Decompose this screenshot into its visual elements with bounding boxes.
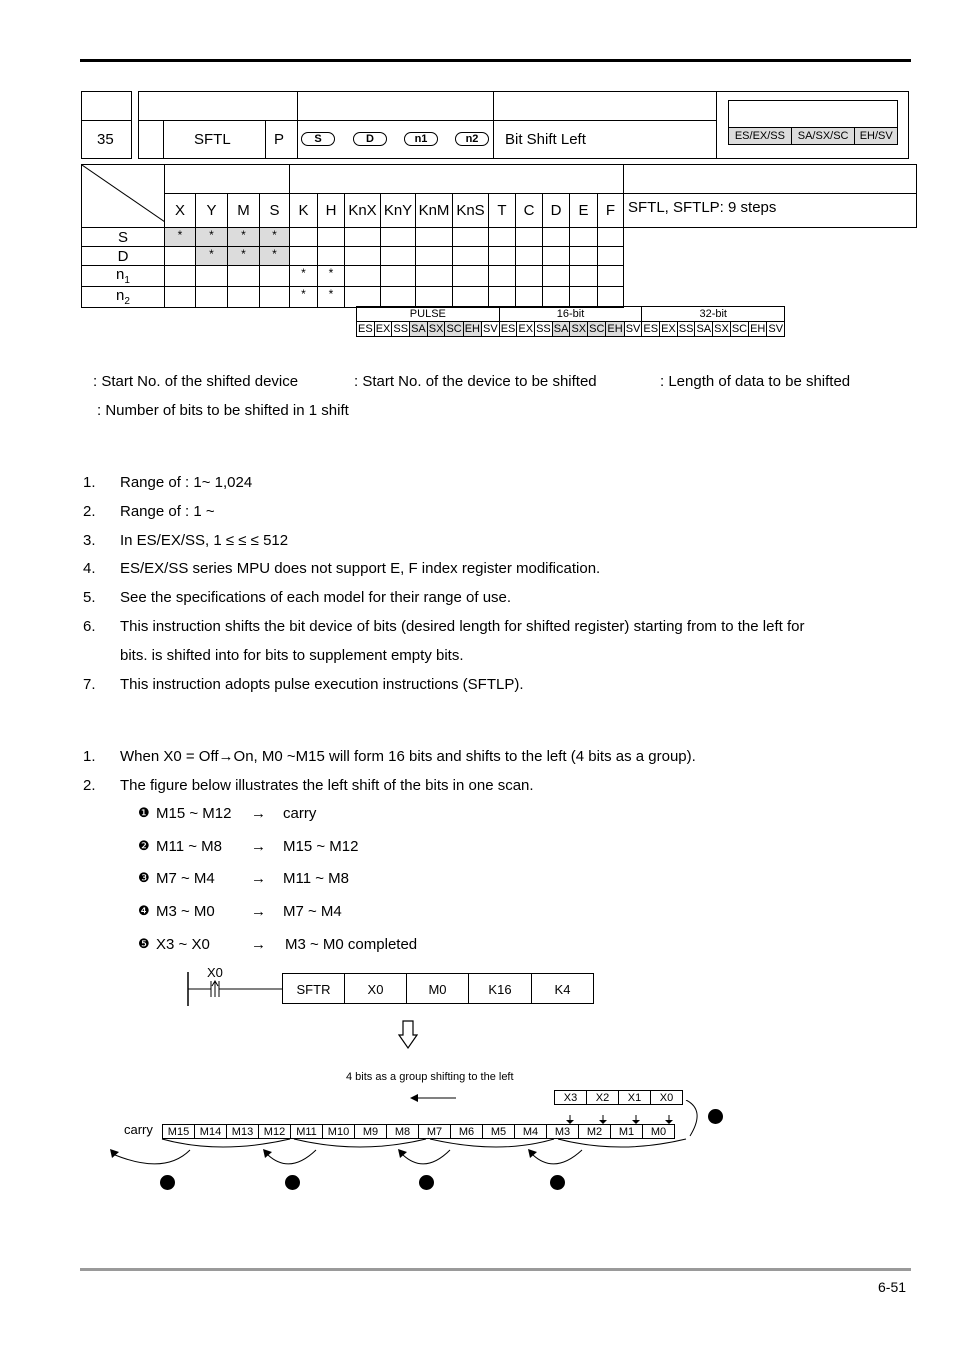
operand-cell (318, 228, 345, 247)
operand-s-oval: S (301, 132, 335, 146)
operand-cell (345, 228, 381, 247)
desc-d: : Start No. of the device to be shifted (354, 373, 597, 390)
desc-s: : Start No. of the shifted device (93, 373, 299, 390)
api-box (81, 91, 132, 159)
pulse-model-cell: SX (714, 323, 729, 335)
diagonal-cell (82, 165, 165, 228)
step-2-marker (285, 1175, 300, 1190)
pulse-group-header: 32-bit (642, 307, 785, 322)
note-text: Range of : 1 ~ (120, 503, 215, 520)
pulse-model-cell: SV (625, 323, 641, 335)
operand-cell (260, 287, 290, 308)
down-arrow-icon (398, 1020, 418, 1050)
column-header: KnY (381, 194, 416, 228)
note-text: See the specifications of each model for their range of use. (120, 589, 512, 606)
carry-label: carry (124, 1122, 153, 1137)
support-es: ES/EX/SS (729, 128, 792, 145)
operand-cell (196, 287, 228, 308)
operand-cell (453, 247, 489, 266)
desc-n1: : Length of data to be shifted (660, 373, 851, 390)
operand-cell (543, 287, 570, 308)
example-text: When X0 = Off→On, M0 ~M15 will form 16 bits and shifts to the left (4 bits as a group). (120, 748, 696, 765)
register-bit: M14 (194, 1124, 227, 1139)
operand-cell (381, 247, 416, 266)
note-number: 3. (83, 532, 96, 549)
operand-row-label (82, 287, 165, 308)
operand-label-sub: 1 (124, 275, 130, 286)
step-from: M3 ~ M0 (156, 903, 215, 920)
operand-cell (381, 266, 416, 287)
operand-cell (489, 228, 516, 247)
operand-label-base: n (116, 287, 125, 304)
pulse-model-cell: SS (536, 323, 551, 335)
steps-text: SFTL, SFTLP: 9 steps (628, 199, 777, 216)
operand-label-base: n (116, 266, 125, 283)
column-header: K (290, 194, 318, 228)
operand-cell (489, 287, 516, 308)
note-text: Range of : 1~ 1,024 (120, 474, 253, 491)
operand-cell (290, 247, 318, 266)
operand-n2-oval: n2 (455, 132, 489, 146)
pulse-model-cell: SC (589, 323, 605, 335)
operand-cell (570, 228, 598, 247)
step-from: M15 ~ M12 (156, 805, 232, 822)
operand-cell (345, 287, 381, 308)
note-text: This instruction adopts pulse execution instructions (SFTLP). (120, 676, 524, 693)
step-arrow: → (251, 903, 266, 920)
note-text: In ES/EX/SS, 1 ≤ ≤ ≤ 512 (120, 532, 289, 549)
example-number: 1. (83, 748, 96, 765)
operand-cell (345, 247, 381, 266)
example-number: 2. (83, 777, 96, 794)
step-from: M7 ~ M4 (156, 870, 215, 887)
operand-row-label (82, 266, 165, 287)
operand-cell (165, 247, 196, 266)
register-bit: M7 (418, 1124, 451, 1139)
operand-cell (489, 266, 516, 287)
register-bit: M3 (546, 1124, 579, 1139)
note-number: 4. (83, 560, 96, 577)
register-bit: M9 (354, 1124, 387, 1139)
ladder-instruction (282, 973, 594, 1004)
bottom-rule (80, 1268, 911, 1271)
pulse-model-cell: SS (678, 323, 694, 335)
operand-cell (516, 287, 543, 308)
step-arrow: → (251, 870, 266, 887)
diagram-caption: 4 bits as a group shifting to the left (346, 1071, 514, 1083)
column-header: F (598, 194, 624, 228)
register-bit: M4 (514, 1124, 547, 1139)
operand-cell: * (196, 247, 228, 266)
operand-cell (318, 247, 345, 266)
operand-cell (290, 228, 318, 247)
column-header: KnX (345, 194, 381, 228)
operand-cell (598, 266, 624, 287)
pulse-model-cell: EX (518, 323, 534, 335)
operand-cell: * (165, 228, 196, 247)
page-number: 6-51 (878, 1279, 907, 1295)
operand-row-label: D (82, 247, 165, 266)
operand-cell (543, 228, 570, 247)
pulse-model-cell: EH (750, 323, 766, 335)
operand-cell (453, 287, 489, 308)
operand-cell: * (290, 287, 318, 308)
note-number: 6. (83, 618, 96, 635)
support-sa: SA/SX/SC (791, 128, 855, 145)
operand-cell (516, 228, 543, 247)
note-number: 2. (83, 503, 96, 520)
pulse-model-cell: SV (768, 323, 784, 335)
step-marker: ❶ (138, 805, 150, 820)
pulse-model-cell: SA (696, 323, 712, 335)
pulse-model-cell: SS (393, 323, 409, 335)
step-3-marker (419, 1175, 434, 1190)
operand-cell (516, 266, 543, 287)
operand-cell (381, 287, 416, 308)
operand-cell (516, 247, 543, 266)
top-rule (80, 59, 911, 62)
api-number: 35 (97, 131, 114, 148)
operand-n1-oval: n1 (404, 132, 438, 146)
operand-cell (453, 228, 489, 247)
register-bit: M10 (322, 1124, 355, 1139)
operand-row (82, 266, 917, 287)
operand-cell (416, 266, 453, 287)
operand-row (82, 247, 917, 266)
register-bit: M12 (258, 1124, 291, 1139)
step-to: M3 ~ M0 completed (285, 936, 418, 953)
mnemonic: SFTL (194, 131, 231, 148)
step-to: M7 ~ M4 (283, 903, 342, 920)
input-bit: X0 (650, 1090, 683, 1105)
operand-label-sub: 2 (124, 296, 130, 307)
pulse-model-cell: ES (500, 323, 516, 335)
step-marker: ❹ (138, 903, 150, 918)
pulse-model-cell: SC (446, 323, 462, 335)
step-to: M15 ~ M12 (283, 838, 359, 855)
step-marker: ❸ (138, 870, 150, 885)
desc-n2: : Number of bits to be shifted in 1 shift (97, 402, 349, 419)
operand-cell (196, 266, 228, 287)
pulse-model-cell: SV (483, 323, 498, 335)
operand-cell (570, 287, 598, 308)
operand-cell (543, 247, 570, 266)
pulse-table (356, 306, 785, 337)
operand-cell (228, 287, 260, 308)
column-header: H (318, 194, 345, 228)
register-bit: M1 (610, 1124, 643, 1139)
operand-cell: * (290, 266, 318, 287)
register-bit: M5 (482, 1124, 515, 1139)
operand-d-oval: D (353, 132, 387, 146)
ladder-cell: M0 (406, 973, 469, 1004)
column-header: Y (196, 194, 228, 228)
operand-table (81, 164, 917, 308)
step-from: X3 ~ X0 (156, 936, 210, 953)
operand-cell: * (228, 247, 260, 266)
column-header: C (516, 194, 543, 228)
steps-cell (624, 194, 917, 228)
ladder-contact-diagram (185, 968, 285, 1010)
pulse-group-header: 16-bit (499, 307, 642, 322)
pulse-model-cell: EX (375, 323, 391, 335)
operand-cell (416, 287, 453, 308)
column-header: S (260, 194, 290, 228)
operand-cell (570, 247, 598, 266)
register-bit: M0 (642, 1124, 675, 1139)
input-bit: X3 (554, 1090, 587, 1105)
register-bit: M15 (162, 1124, 195, 1139)
operand-row-label: S (82, 228, 165, 247)
operand-cell: * (260, 228, 290, 247)
step-arrow: → (251, 936, 266, 953)
step-from: M11 ~ M8 (156, 838, 222, 855)
example-text: The figure below illustrates the left shift of the bits in one scan. (120, 777, 534, 794)
step-arrow: → (251, 838, 266, 855)
input-bit: X2 (586, 1090, 619, 1105)
ladder-contact-label: X0 (207, 965, 223, 980)
note-number: 7. (83, 676, 96, 693)
pulse-model-cell: EH (464, 323, 480, 335)
pulse-flag: P (274, 131, 285, 148)
register-bit: M6 (450, 1124, 483, 1139)
operand-cell (598, 228, 624, 247)
register-bit: M13 (226, 1124, 259, 1139)
operand-cell (381, 228, 416, 247)
function-box (493, 91, 717, 159)
operand-cell (416, 228, 453, 247)
note-text: This instruction shifts the bit device of bits (desired length for shifted register) starting from to the left for (120, 618, 805, 635)
pulse-model-cell: SA (411, 323, 426, 335)
pulse-model-cell: SX (571, 323, 587, 335)
note-text: bits. is shifted into for bits to supplement empty bits. (120, 647, 464, 664)
column-header: T (489, 194, 516, 228)
ladder-cell: SFTR (282, 973, 345, 1004)
column-header: KnM (416, 194, 453, 228)
operands-box (297, 91, 494, 159)
operand-cell (228, 266, 260, 287)
step-marker: ❷ (138, 838, 150, 853)
note-number: 1. (83, 474, 96, 491)
pulse-model-cell: ES (643, 323, 659, 335)
operand-row (82, 228, 917, 247)
operand-cell (165, 287, 196, 308)
step-arrow: → (251, 805, 266, 822)
support-eh: EH/SV (855, 128, 898, 145)
register-bit: M2 (578, 1124, 611, 1139)
operand-row (82, 287, 917, 308)
column-header: M (228, 194, 260, 228)
operand-cell (570, 266, 598, 287)
step-to: M11 ~ M8 (283, 870, 349, 887)
step-1-marker (160, 1175, 175, 1190)
register-bit: M11 (290, 1124, 323, 1139)
operand-cell (416, 247, 453, 266)
note-number: 5. (83, 589, 96, 606)
note-text: ES/EX/SS series MPU does not support E, F index register modification. (120, 560, 601, 577)
ladder-cell: K16 (468, 973, 532, 1004)
column-header: D (543, 194, 570, 228)
ladder-cell: K4 (531, 973, 594, 1004)
operand-cell: * (196, 228, 228, 247)
step-5-marker (708, 1109, 723, 1124)
pulse-model-cell: EH (607, 323, 623, 335)
column-header: X (165, 194, 196, 228)
pulse-model-cell: ES (358, 323, 373, 335)
support-table (728, 100, 898, 145)
operand-cell (489, 247, 516, 266)
function-name: Bit Shift Left (505, 131, 586, 148)
operand-cell (453, 266, 489, 287)
pulse-model-cell: SX (428, 323, 444, 335)
operand-cell: * (228, 228, 260, 247)
operand-cell (543, 266, 570, 287)
input-bit: X1 (618, 1090, 651, 1105)
operand-cell: * (318, 287, 345, 308)
register-bit: M8 (386, 1124, 419, 1139)
step-4-marker (550, 1175, 565, 1190)
mnemonic-box (138, 91, 298, 159)
operand-cell (260, 266, 290, 287)
operand-cell (345, 266, 381, 287)
operand-cell (165, 266, 196, 287)
pulse-group-header: PULSE (357, 307, 500, 322)
pulse-model-cell: EX (661, 323, 676, 335)
column-header: KnS (453, 194, 489, 228)
column-header: E (570, 194, 598, 228)
step-to: carry (283, 805, 317, 822)
step-marker: ❺ (138, 936, 150, 951)
pulse-model-cell: SA (553, 323, 569, 335)
ladder-cell: X0 (344, 973, 407, 1004)
operand-cell (598, 247, 624, 266)
operand-cell: * (318, 266, 345, 287)
pulse-model-cell: SC (731, 323, 748, 335)
operand-cell (598, 287, 624, 308)
operand-cell: * (260, 247, 290, 266)
